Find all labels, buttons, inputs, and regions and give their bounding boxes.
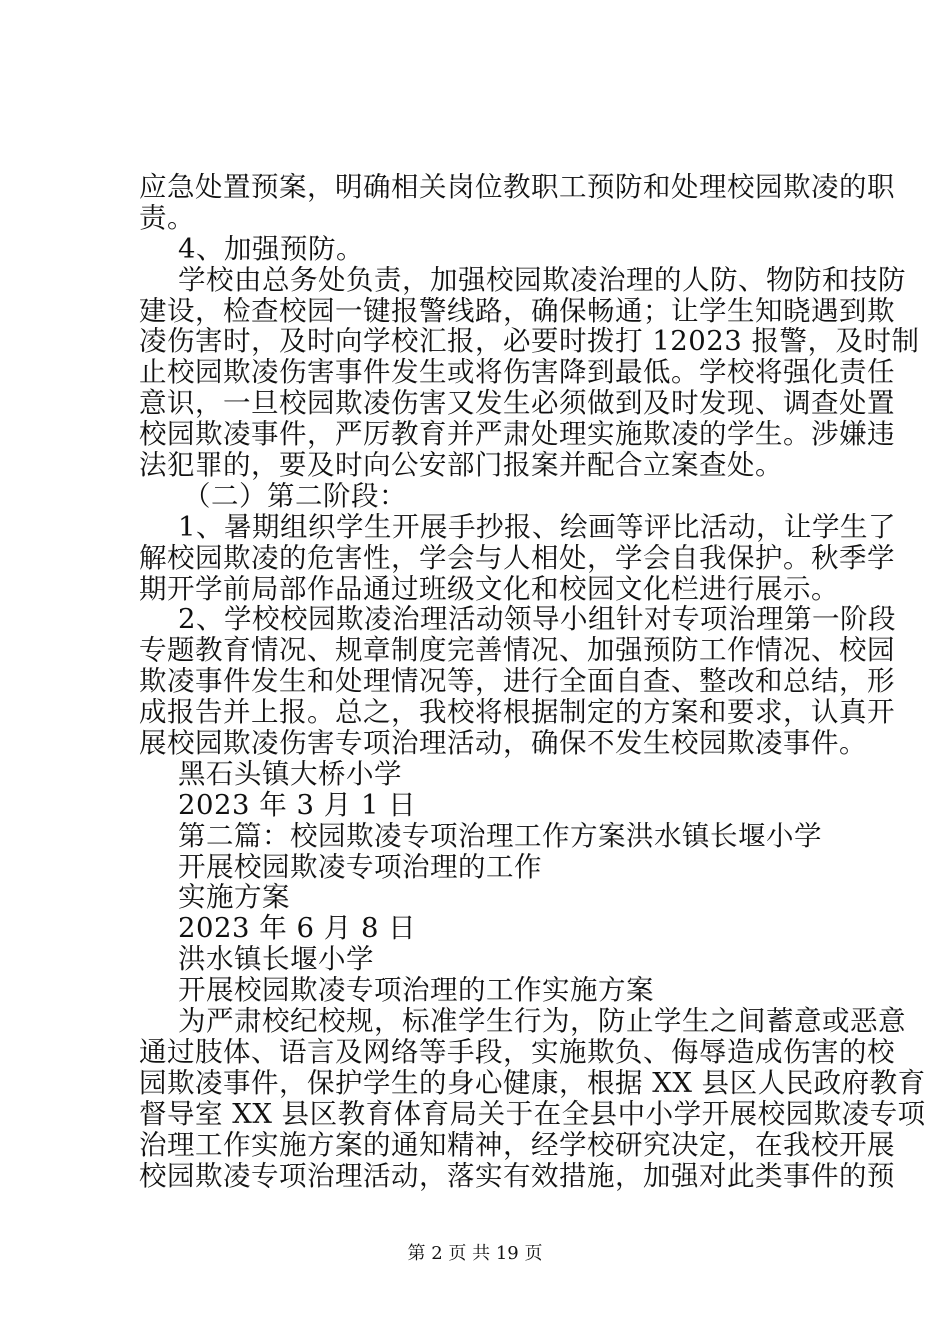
text-line: 凌伤害时，及时向学校汇报，必要时拨打 12023 报警，及时制 (139, 325, 920, 358)
text-line: 欺凌事件发生和处理情况等，进行全面自查、整改和总结，形 (139, 665, 895, 698)
text-line: 校园欺凌专项治理活动，落实有效措施，加强对此类事件的预 (139, 1159, 895, 1192)
text-line: 2023 年 3 月 1 日 (178, 788, 417, 821)
text-line: 建设，检查校园一键报警线路，确保畅通；让学生知晓遇到欺 (139, 294, 895, 327)
text-line: （二）第二阶段： (183, 479, 407, 512)
text-line: 园欺凌事件，保护学生的身心健康，根据 XX 县区人民政府教育 (139, 1066, 926, 1099)
text-line: 成报告并上报。总之，我校将根据制定的方案和要求，认真开 (139, 696, 895, 729)
text-line: 洪水镇长堰小学 (178, 943, 374, 976)
document-body (139, 171, 926, 1192)
text-line: 解校园欺凌的危害性，学会与人相处，学会自我保护。秋季学 (139, 541, 895, 574)
text-line: 学校由总务处负责，加强校园欺凌治理的人防、物防和技防 (178, 263, 906, 296)
text-line: 责。 (139, 201, 195, 234)
text-line: 第二篇：校园欺凌专项治理工作方案洪水镇长堰小学 (178, 819, 822, 852)
text-line: 2023 年 6 月 8 日 (178, 912, 417, 945)
page-footer (0, 1243, 950, 1265)
text-line: 治理工作实施方案的通知精神，经学校研究决定，在我校开展 (139, 1128, 895, 1161)
text-line: 止校园欺凌伤害事件发生或将伤害降到最低。学校将强化责任 (139, 356, 895, 389)
text-line: 校园欺凌事件，严厉教育并严肃处理实施欺凌的学生。涉嫌违 (139, 418, 895, 451)
text-line: 专题教育情况、规章制度完善情况、加强预防工作情况、校园 (139, 634, 895, 667)
text-line: 通过肢体、语言及网络等手段，实施欺负、侮辱造成伤害的校 (139, 1035, 895, 1068)
text-line: 1、暑期组织学生开展手抄报、绘画等评比活动，让学生了 (178, 510, 896, 543)
text-line: 为严肃校纪校规，标准学生行为，防止学生之间蓄意或恶意 (178, 1005, 906, 1038)
text-line: 期开学前局部作品通过班级文化和校园文化栏进行展示。 (139, 572, 839, 605)
text-line: 督导室 XX 县区教育体育局关于在全县中小学开展校园欺凌专项 (139, 1097, 926, 1130)
text-line: 意识，一旦校园欺凌伤害又发生必须做到及时发现、调查处置 (139, 387, 895, 420)
page-number-label: 第 2 页 共 19 页 (407, 1243, 543, 1264)
text-line: 2、学校校园欺凌治理活动领导小组针对专项治理第一阶段 (178, 603, 896, 636)
text-line: 开展校园欺凌专项治理的工作 (178, 850, 542, 883)
text-line: 展校园欺凌伤害专项治理活动，确保不发生校园欺凌事件。 (139, 727, 867, 760)
text-line: 应急处置预案，明确相关岗位教职工预防和处理校园欺凌的职 (139, 171, 895, 203)
text-line: 开展校园欺凌专项治理的工作实施方案 (178, 974, 654, 1007)
text-line: 4、加强预防。 (178, 232, 364, 265)
text-line: 实施方案 (178, 881, 290, 914)
text-line: 黑石头镇大桥小学 (178, 757, 402, 790)
text-line: 法犯罪的，要及时向公安部门报案并配合立案查处。 (139, 449, 783, 482)
